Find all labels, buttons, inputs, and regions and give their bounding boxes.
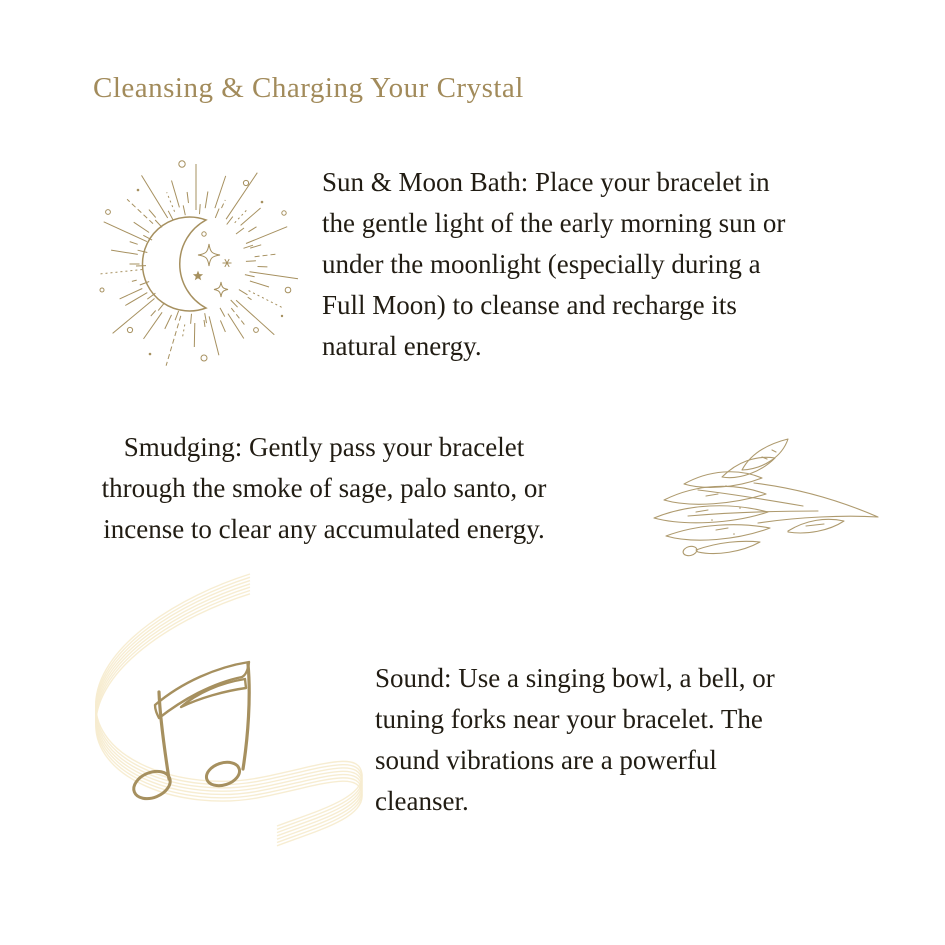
text-line: cleanser.: [375, 786, 469, 816]
sun-moon-bath-paragraph: [322, 162, 785, 367]
text-line: through the smoke of sage, palo santo, or: [101, 473, 547, 503]
text-line: Smudging: Gently pass your bracelet: [123, 432, 525, 462]
crescent-moon-sunburst-icon: [86, 150, 312, 376]
music-note-sound-ribbon-icon: [60, 566, 380, 846]
text-line: sound vibrations are a powerful: [375, 745, 717, 775]
text-line: Full Moon) to cleanse and recharge its: [322, 290, 737, 320]
text-line: Sound: Use a singing bowl, a bell, or: [375, 663, 775, 693]
text-line: natural energy.: [322, 331, 482, 361]
sage-smudge-stick-icon: [638, 420, 886, 568]
text-line: incense to clear any accumulated energy.: [103, 514, 545, 544]
music-note-illustration: [60, 566, 380, 846]
text-line: under the moonlight (especially during a: [322, 249, 761, 279]
page-title: Cleansing & Charging Your Crystal: [93, 72, 524, 104]
smudging-paragraph: [62, 427, 586, 550]
text-line: the gentle light of the early morning sun or: [322, 208, 786, 238]
sound-ribbon-lines: [96, 574, 362, 846]
sage-bundle-illustration: [638, 420, 886, 568]
text-line: tuning forks near your bracelet. The: [375, 704, 763, 734]
text-line: Sun & Moon Bath: Place your bracelet in: [322, 167, 770, 197]
sound-paragraph: [375, 658, 775, 822]
sun-moon-illustration: [86, 150, 312, 376]
